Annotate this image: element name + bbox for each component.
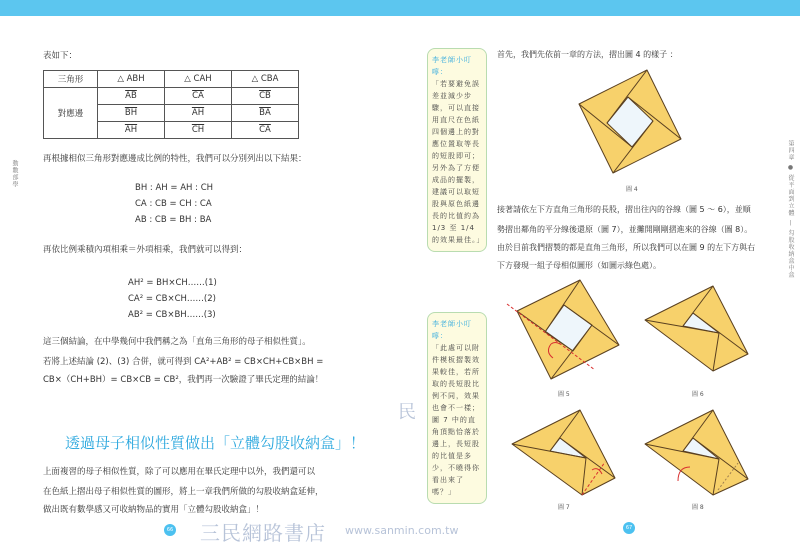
equation: CA² = CB×CH……(2) (128, 294, 216, 304)
table-header: 三角形 (44, 71, 98, 88)
tip-title: 李老師小叮嚀： (432, 320, 472, 340)
page-number: 66 (164, 524, 176, 536)
paragraph: 再根據相似三角形對應邊成比例的特性，我們可以分別列出以下結果： (43, 154, 307, 164)
figure-5 (507, 280, 619, 379)
figure-8 (645, 410, 748, 495)
section-heading: 透過母子相似性質做出「立體勾股收納盒」！ (65, 434, 366, 452)
figure-caption: 圖 4 (626, 186, 638, 193)
paragraph-line: 若將上述結論 (2)、(3) 合併，就可得到 CA²+AB² = CB×CH+CB×BH = (43, 357, 324, 367)
tip-title: 李老師小叮嚀： (432, 56, 472, 76)
paragraph-line: 接著請依左下方直角三角形的長股，摺出往內的谷線（圖 5 ～ 6），並順 (497, 205, 751, 214)
paragraph: 首先，我們先依前一章的方法，摺出圖 4 的樣子 ： (497, 50, 678, 59)
table-header-row (44, 71, 299, 88)
paragraph-line: 做出既有數學感又可收納物品的實用「立體勾股收納盒」！ (43, 505, 265, 515)
equation: CA : CB = CH : CA (135, 199, 212, 209)
paragraph: 再依比例乘積內項相乘＝外項相乘，我們就可以得到： (43, 245, 248, 255)
table-cell: $\overline{CH}$ (165, 122, 232, 139)
correspondence-table (43, 70, 299, 139)
table-cell: $\overline{AB}$ (98, 88, 165, 105)
tip-box (427, 48, 487, 252)
intro-text: 表如下： (43, 51, 78, 61)
equation: AH² = BH×CH……(1) (128, 278, 217, 288)
row-label: 對應邊 (44, 88, 98, 139)
table-header: △ CBA (232, 71, 299, 88)
figure-caption: 圖 5 (558, 391, 570, 398)
tip-body: 「若要避免誤差並減少步驟，可以直接用直尺在色紙四個邊上的對應位置取等長的短股即可；另外為了方便成品的擺製，建議可以取短股與原色紙邊長的比值約為 1/3 至 1/4 的效果最佳。」 (432, 80, 485, 244)
table-cell: $\overline{CA}$ (165, 88, 232, 105)
table-row (44, 88, 299, 105)
table-header: △ ABH (98, 71, 165, 88)
table-cell: $\overline{CA}$ (232, 122, 299, 139)
tip-box (427, 312, 487, 504)
equation: AB² = CB×BH……(3) (128, 310, 216, 320)
paragraph-line: 在色紙上摺出母子相似性質的圖形，將上一章我們所做的勾股收納盒延伸， (43, 487, 324, 497)
table-header: △ CAH (165, 71, 232, 88)
equation: AB : CB = BH : BA (135, 215, 212, 225)
table-cell: $\overline{CB}$ (232, 88, 299, 105)
figure-caption: 圖 8 (692, 504, 704, 511)
watermark-char: 民 (398, 402, 416, 423)
paragraph-line: CB×（CH+BH）= CB×CB = CB²，我們再一次驗證了畢氏定理的結論！ (43, 375, 324, 385)
table-cell: $\overline{AH}$ (98, 122, 165, 139)
left-side-title: 動數部學 (11, 160, 18, 188)
paragraph-line: 下方發現一組子母相似圖形（如圖示綠色處）。 (497, 261, 661, 270)
right-side-title: 第四章 ● 從平面到立體 — 勾股收納盒中盒 (787, 140, 794, 279)
paragraph-line: 上面複習的母子相似性質，除了可以應用在畢氏定理中以外，我們還可以 (43, 467, 316, 477)
table-cell: $\overline{AH}$ (165, 105, 232, 122)
paragraph-line: 這三個結論，在中學幾何中我們稱之為「直角三角形的母子相似性質」。 (43, 337, 311, 347)
table-cell: $\overline{BH}$ (98, 105, 165, 122)
tip-body: 「此處可以附件模板摺製效果較佳，若所取的長短股比例不同，效果也會不一樣；圖 7 中的直角頂點恰落於邊上，長短股的比值是多少，不曉得你看出來了嗎？」 (432, 344, 480, 496)
equation: BH : AH = AH : CH (135, 183, 214, 193)
figure-caption: 圖 7 (558, 504, 570, 511)
figure-7 (512, 410, 615, 495)
paragraph-line: 由於目前我們摺製的都是直角三角形，所以我們可以在圖 9 的左下方與右 (497, 243, 756, 252)
figure-caption: 圖 6 (692, 391, 704, 398)
table-cell: $\overline{BA}$ (232, 105, 299, 122)
figure-6 (645, 286, 748, 371)
watermark: 三民網路書店 (200, 521, 326, 545)
paragraph-line: 勢摺出鄰角的平分線後還原（圖 7），並攤開剛剛摺進來的谷線（圖 8）。 (497, 225, 753, 234)
figure-4 (579, 70, 681, 173)
page-number: 67 (623, 522, 635, 534)
watermark-url: www.sanmin.com.tw (345, 524, 459, 537)
